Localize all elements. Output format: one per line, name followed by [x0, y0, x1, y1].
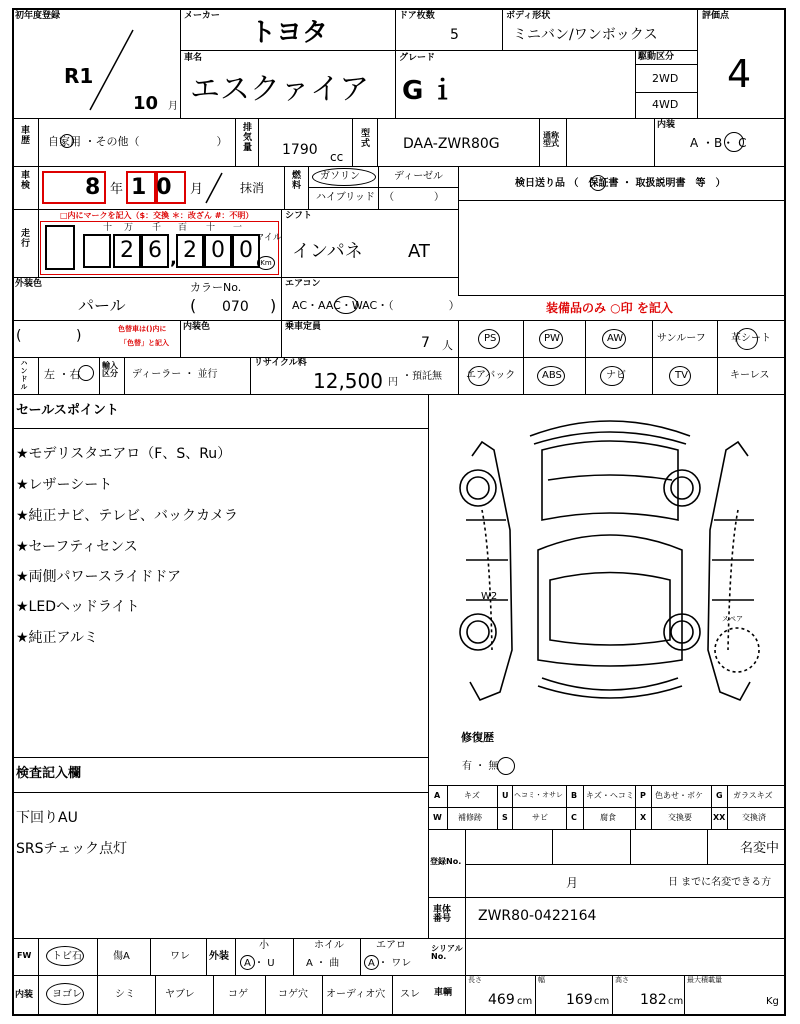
- int-dirt: ヨゴレ: [52, 989, 82, 1000]
- legend-fade: 色あせ・ボケ: [655, 791, 703, 800]
- legend-rust: サビ: [532, 813, 548, 822]
- recycle-deposit: ・預託無: [402, 371, 442, 382]
- color-change-note-1: 色替車は()内に: [118, 325, 167, 333]
- legend-b: B: [571, 791, 578, 800]
- inspection-notes-title: 検査記入欄: [16, 766, 82, 781]
- fw-crack: ワレ: [170, 951, 190, 962]
- fw-chip: トビ石: [52, 951, 82, 962]
- ext-wheel-options: A ・ 曲: [306, 958, 340, 969]
- length-unit: cm: [517, 996, 533, 1007]
- handle-value: 左 ・右: [44, 368, 81, 381]
- inspection-note-1: 下回りAU: [16, 810, 78, 826]
- sales-point-4: ★セーフティセンス: [16, 539, 138, 555]
- navi-circle: [600, 366, 624, 386]
- mileage-comma: ,: [170, 248, 177, 269]
- inspection-year: 8: [85, 175, 101, 200]
- reg-month: 10: [133, 93, 159, 114]
- abs-circle: [537, 366, 565, 386]
- unit-hyaku: 百: [178, 223, 188, 233]
- right-handle-circle: [78, 365, 94, 381]
- int-burn-hole: コゲ穴: [278, 989, 308, 1000]
- shift-type: AT: [408, 241, 430, 262]
- import-options: ディーラー ・ 並行: [132, 369, 218, 380]
- mileage-digit-4: 0: [204, 234, 232, 268]
- inspection-note-2: SRSチェック点灯: [16, 841, 128, 857]
- legend-x: X: [640, 813, 647, 822]
- sales-point-2: ★レザーシート: [16, 477, 113, 493]
- pw-circle: [539, 329, 563, 349]
- equip-sunroof: サンルーフ: [657, 333, 706, 344]
- sales-point-6: ★LEDヘッドライト: [16, 599, 140, 615]
- interior-grade-b-circle: [724, 132, 744, 152]
- unit-man: 万: [124, 223, 134, 233]
- mileage-digit-3: 2: [176, 234, 204, 268]
- capacity-value: 7: [421, 335, 430, 351]
- unit-juu: 十: [206, 223, 216, 233]
- name-label: 車名: [184, 53, 203, 63]
- unit-sen: 千: [152, 223, 162, 233]
- fuel-label: 燃料: [290, 170, 300, 190]
- equip-pw: PW: [544, 333, 560, 344]
- height-value: 182: [640, 992, 667, 1008]
- registration-label: 登録No.: [430, 857, 462, 866]
- legend-corrosion: 腐食: [600, 813, 616, 822]
- drive-label: 駆動区分: [638, 52, 675, 62]
- score-value: 4: [727, 52, 752, 96]
- equip-aw: AW: [607, 333, 624, 344]
- load-unit: Kg: [766, 996, 779, 1007]
- load-label: 最大積載量: [687, 976, 722, 984]
- legend-p: P: [640, 791, 646, 800]
- shift-position: インパネ: [292, 241, 363, 262]
- exterior-label: 外装: [209, 951, 229, 962]
- reg-label: 初年度登録: [15, 11, 61, 21]
- handle-label: ハンドル: [20, 359, 28, 391]
- no-repair-circle: [497, 757, 515, 775]
- legend-glass: ガラスキズ: [733, 791, 773, 800]
- color-label: 外装色: [15, 279, 43, 289]
- ext-small-label: 小: [259, 940, 269, 951]
- model-value: DAA-ZWR80G: [403, 136, 500, 152]
- color-no-open: (: [190, 296, 197, 315]
- erased-label: 抹消: [240, 181, 265, 195]
- fuel-diesel: ディーゼル: [394, 171, 443, 182]
- airbag-circle: [468, 366, 490, 386]
- interior-color-label: 内装色: [183, 322, 211, 332]
- legend-g: G: [716, 791, 723, 800]
- aw-circle: [602, 329, 626, 349]
- height-unit: cm: [668, 996, 684, 1007]
- ext-small-a-circle: [240, 955, 255, 970]
- interior-damage-label: 内装: [15, 990, 34, 1000]
- shift-label: シフト: [285, 211, 313, 221]
- fw-chip-circle: [46, 946, 84, 966]
- displacement-label: 排気量: [241, 122, 251, 152]
- displacement-unit: cc: [330, 150, 344, 164]
- mileage-note: □内にマークを記入（$：交換 ＊：改ざん #：不明）: [60, 211, 254, 220]
- car-damage-diagram: [430, 410, 785, 720]
- mileage-digit-2: 6: [141, 234, 169, 268]
- int-audio-hole: オーディオ穴: [326, 989, 386, 1000]
- legend-c: C: [571, 813, 577, 822]
- vin-value: ZWR80-0422164: [478, 908, 597, 924]
- ext-aero-a-circle: [364, 955, 379, 970]
- inspection-month: 10: [131, 175, 182, 200]
- fuel-gasoline: ガソリン: [320, 171, 360, 182]
- capacity-label: 乗車定員: [285, 322, 322, 332]
- fw-scratch: 傷A: [113, 951, 130, 962]
- legend-s: S: [502, 813, 508, 822]
- fw-label: FW: [17, 951, 32, 960]
- legend-replaced: 交換済: [742, 813, 766, 822]
- displacement-value: 1790: [282, 142, 318, 158]
- private-use-circle: [60, 134, 74, 148]
- int-burn: コゲ: [228, 989, 248, 1000]
- registration-day: 日 までに名変できる方: [668, 877, 772, 888]
- ext-wheel-label: ホイル: [314, 940, 344, 951]
- mileage-digit-blank: [83, 234, 111, 268]
- ext-aero-label: エアロ: [376, 940, 406, 951]
- equip-airbag: エアバック: [466, 370, 516, 381]
- legend-scratch: キズ: [464, 791, 480, 800]
- body-value: ミニバン/ワンボックス: [513, 27, 658, 43]
- color-no-label: カラーNo.: [190, 281, 242, 294]
- equip-abs: ABS: [542, 370, 562, 381]
- aac-circle: [334, 296, 358, 314]
- legend-scratch-dent: キズ・ヘコミ: [586, 791, 634, 800]
- sales-point-1: ★モデリスタエアロ（F、S、Ru）: [16, 446, 232, 462]
- doors-value: 5: [450, 27, 459, 43]
- legend-replace-needed: 交換要: [668, 813, 692, 822]
- year-unit: 年: [110, 182, 124, 197]
- model-label: 型式: [359, 128, 369, 148]
- height-label: 高さ: [615, 976, 629, 984]
- width-value: 169: [566, 992, 593, 1008]
- equip-navi: ナビ: [606, 370, 626, 381]
- doors-label: ドア枚数: [399, 11, 435, 21]
- fuel-other: （ ）: [384, 192, 444, 203]
- mile-label: マイル: [255, 233, 282, 243]
- legend-repair: 補修跡: [458, 813, 482, 822]
- maker-label: メーカー: [184, 11, 220, 21]
- reg-year: R1: [64, 64, 94, 88]
- history-label: 車歴: [19, 125, 29, 145]
- width-label: 幅: [538, 976, 545, 984]
- ps-circle: [478, 329, 500, 349]
- int-tear: ヤブレ: [165, 989, 195, 1000]
- unit-ichi: 一: [233, 223, 243, 233]
- color-change-note-2: 「色替」と記入: [120, 339, 169, 347]
- warranty-circle: [590, 175, 606, 191]
- km-circle: Km: [257, 256, 275, 270]
- drive-2wd: 2WD: [652, 72, 679, 85]
- interior-grades: A ・B・ C: [690, 136, 747, 150]
- aircon-options: AC・AAC・WAC・（ ）: [292, 299, 460, 312]
- registration-month: 月: [566, 876, 579, 890]
- car-name: エスクァイア: [190, 72, 370, 107]
- spare-label: スペア: [722, 615, 743, 623]
- equipment-header: 装備品のみ ○印 を記入: [546, 301, 673, 315]
- sales-point-5: ★両側パワースライドドア: [16, 569, 182, 585]
- repair-history-label: 修復歴: [461, 731, 494, 744]
- int-wear: スレ: [400, 989, 420, 1000]
- inspection-label: 車検: [19, 170, 29, 190]
- legend-a: A: [434, 791, 441, 800]
- score-label: 評価点: [702, 11, 730, 21]
- interior-grade-label: 内装: [657, 120, 676, 130]
- tv-circle: [669, 366, 691, 386]
- sales-title: セールスポイント: [16, 403, 119, 418]
- body-label: ボディ形状: [506, 11, 551, 21]
- color-change-open: (: [16, 328, 22, 344]
- vin-label: 車体番号: [433, 905, 452, 924]
- equip-keyless: キーレス: [730, 370, 770, 381]
- mileage-digit-5: 0: [232, 234, 260, 268]
- inspection-slash: [202, 170, 226, 206]
- unit-10man: 十: [103, 223, 113, 233]
- maker-value: トヨタ: [250, 18, 329, 48]
- month-unit: 月: [190, 182, 204, 197]
- aircon-label: エアコン: [285, 279, 321, 289]
- name-change-label: 名変中: [740, 841, 780, 856]
- reg-month-unit: 月: [168, 101, 178, 112]
- recycle-value: 12,500: [313, 369, 383, 393]
- fuel-hybrid: ハイブリッド: [316, 192, 375, 203]
- gasoline-circle: [312, 168, 376, 186]
- int-dirt-circle: [46, 983, 84, 1005]
- grade-label: グレード: [399, 53, 436, 63]
- recycle-unit: 円: [388, 377, 398, 388]
- recycle-label: リサイクル料: [254, 358, 307, 368]
- size-label: 車輌: [434, 988, 453, 998]
- length-value: 469: [488, 992, 515, 1008]
- repair-history-options: 有 ・ 無: [462, 761, 499, 772]
- serial-label: シリアルNo.: [431, 944, 463, 961]
- width-unit: cm: [594, 996, 610, 1007]
- legend-u: U: [502, 791, 509, 800]
- legend-w: W: [433, 813, 442, 822]
- mileage-mark-box: [45, 225, 75, 270]
- sales-point-3: ★純正ナビ、テレビ、バックカメラ: [16, 508, 238, 524]
- sales-point-7: ★純正アルミ: [16, 630, 98, 646]
- equip-ps: PS: [484, 333, 497, 344]
- ext-aero-options: A ・ ワレ: [368, 958, 412, 969]
- equip-leather: 革シート: [731, 333, 771, 344]
- history-options: 自家用 ・その他（ ）: [48, 135, 228, 148]
- leather-circle: [736, 328, 758, 350]
- legend-dent: ヘコミ・オサレ: [514, 791, 563, 799]
- color-no-value: 070: [222, 299, 249, 315]
- damage-w2-label: W2: [481, 591, 498, 602]
- ext-small-options: A ・ U: [244, 958, 275, 969]
- length-label: 長さ: [468, 976, 482, 984]
- legend-xx: XX: [713, 813, 726, 822]
- int-stain: シミ: [115, 989, 135, 1000]
- capacity-unit: 人: [442, 339, 453, 352]
- documents-text: 検日送り品 （ 保証書 ・ 取扱説明書 等 ）: [515, 178, 726, 189]
- color-no-close: ): [270, 296, 277, 315]
- import-label: 輸入区分: [102, 361, 118, 378]
- drive-4wd: 4WD: [652, 98, 679, 111]
- mileage-label: 走行: [19, 228, 29, 248]
- mileage-digit-1: 2: [113, 234, 141, 268]
- grade-value: Gｉ: [402, 76, 462, 106]
- color-value: パール: [78, 296, 126, 315]
- color-change-close: ): [76, 328, 82, 344]
- equip-tv: TV: [675, 370, 688, 381]
- common-model-label: 通称型式: [543, 131, 559, 148]
